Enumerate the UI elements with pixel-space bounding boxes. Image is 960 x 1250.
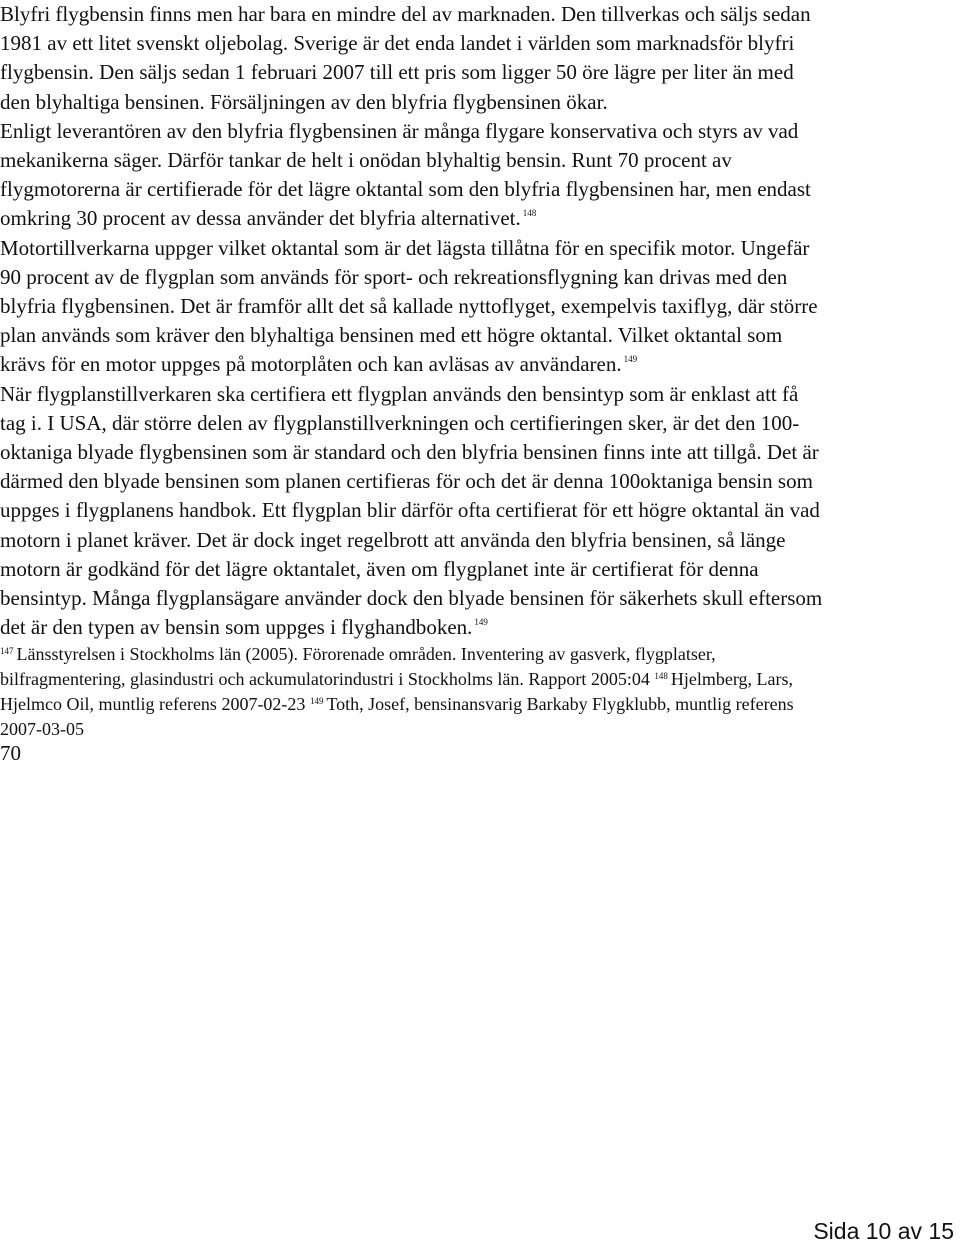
footnote-text: Toth, Josef, bensinansvarig Barkaby Flygklubb, muntlig referens (326, 694, 794, 714)
footnote-number: 149 (309, 696, 324, 706)
text-line: Enligt leverantören av den blyfria flygbensinen är många flygare konservativa och styrs av vad (0, 118, 799, 143)
text-line: Blyfri flygbensin finns men har bara en mindre del av marknaden. Den tillverkas och säljs sedan (0, 2, 811, 26)
footnote-text: bilfragmentering, glasindustri och ackumulatorindustri i Stockholms län. Rapport 2005:04 (0, 669, 650, 689)
page-indicator: Sida 10 av 15 (813, 1218, 954, 1244)
footnote-number: 148 (654, 671, 668, 681)
text-line: den blyhaltiga bensinen. Försäljningen av den blyfria flygbensinen ökar. (0, 89, 608, 114)
footnote-line: 2007-03-05 (0, 719, 84, 739)
text-line: motorn är godkänd för det lägre oktantalet, även om flygplanet inte är certifierat för denna (0, 556, 759, 581)
text-line: flygmotorerna är certifierade för det lägre oktantal som den blyfria flygbensinen har, men endast (0, 177, 811, 202)
text-line: När flygplanstillverkaren ska certifiera ett flygplan används den bensintyp som är enklast att få (0, 381, 799, 406)
text-line: 90 procent av de flygplan som används för sport- och rekreationsflygning kan drivas med den (0, 264, 788, 289)
text-line (0, 350, 958, 379)
text-line: 1981 av ett litet svenskt oljebolag. Sverige är det enda landet i världen som marknadsför blyfri (0, 31, 795, 56)
text-line: mekanikerna säger. Därför tankar de helt i onödan blyhaltig bensin. Runt 70 procent av (0, 148, 732, 173)
text-line: plan används som kräver den blyhaltiga bensinen med ett högre oktantal. Vilket oktantal som (0, 323, 783, 348)
page-number: 70 (0, 741, 21, 765)
text-line: oktaniga blyade flygbensinen som är standard och den blyfria bensinen finns inte att tillgå. Det är (0, 440, 819, 465)
footnote-line (0, 692, 958, 717)
text-line: motorn i planet kräver. Det är dock inget regelbrott att använda den blyfria bensinen, så länge (0, 527, 786, 552)
footnote-reference: 149 (623, 354, 638, 365)
footnote-line (0, 667, 958, 692)
text-line-content: det är den typen av bensin som uppges i flyghandboken. (0, 615, 473, 640)
text-line: blyfria flygbensinen. Det är framför allt det så kallade nyttoflyget, exempelvis taxiflyg, där större (0, 294, 818, 319)
footnote-text: Hjelmco Oil, muntlig referens 2007-02-23 (0, 694, 306, 714)
text-line: därmed den blyade bensinen som planen certifieras för och det är denna 100oktaniga bensin som (0, 469, 813, 494)
footnote-number: 147 (0, 646, 14, 656)
text-line-content: omkring 30 procent av dessa använder det blyfria alternativet. (0, 206, 521, 231)
footnote-reference: 148 (522, 208, 537, 219)
footnote-text: Länsstyrelsen i Stockholms län (2005). Förorenade områden. Inventering av gasverk, flygplatser, (16, 644, 716, 664)
footnote-reference: 149 (474, 617, 488, 628)
text-line: Motortillverkarna uppger vilket oktantal som är det lägsta tillåtna för en specifik motor. Ungefär (0, 235, 810, 260)
text-line: flygbensin. Den säljs sedan 1 februari 2007 till ett pris som ligger 50 öre lägre per liter än med (0, 60, 794, 85)
text-line: bensintyp. Många flygplansägare använder dock den blyade bensinen för säkerhets skull eftersom (0, 586, 823, 611)
footnote-line (0, 642, 958, 667)
text-line: tag i. I USA, där större delen av flygplanstillverkningen och certifieringen sker, är det den 100- (0, 410, 800, 435)
text-line (0, 204, 958, 233)
footnotes (0, 642, 958, 742)
text-line-content: krävs för en motor uppges på motorplåten och kan avläsas av användaren. (0, 352, 622, 377)
text-line: uppges i flygplanens handbok. Ett flygplan blir därför ofta certifierat för ett högre oktantal än vad (0, 498, 820, 523)
footnote-text: Hjelmberg, Lars, (670, 669, 794, 689)
text-line (0, 613, 958, 642)
